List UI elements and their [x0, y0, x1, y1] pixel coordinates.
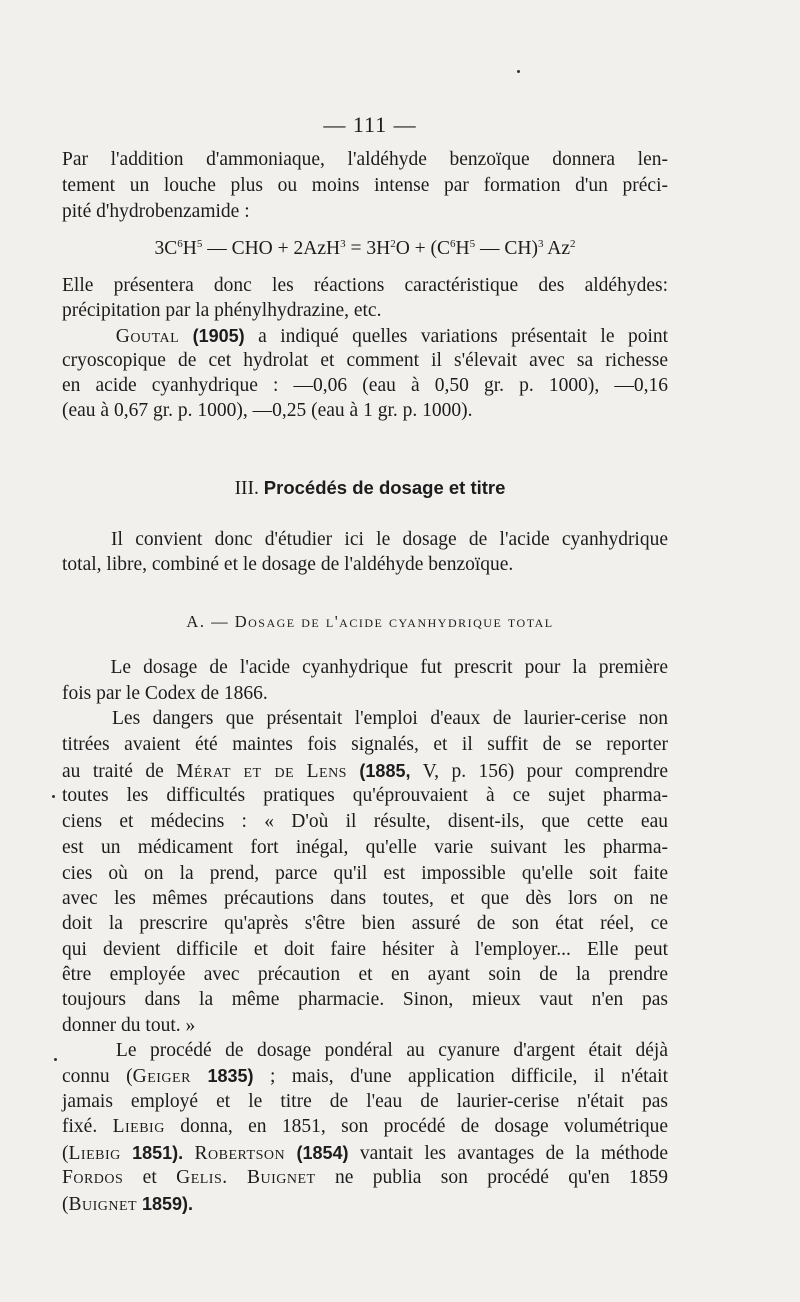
text-line: doit la prescrire qu'après s'être bien assuré de son état réel, ce: [62, 913, 668, 934]
chemical-equation: $3C^6H^5$ — CHO + $2AzH^3 = 3H^2O + (C^6H^5$ — CH)$^3$ Az$^2$: [154, 238, 576, 259]
text-line: Par l'addition d'ammoniaque, l'aldéhyde benzoïque donnera len-: [62, 149, 668, 170]
text-line: tement un louche plus ou moins intense par formation d'un préci-: [62, 175, 668, 196]
robertson-line: (Liebig 1851). Robertson (1854) vantait les avantages de la méthode: [62, 1143, 668, 1164]
text-line: jamais employé et le titre de l'eau de laurier-cerise n'était pas: [62, 1091, 668, 1112]
goutal-line: Goutal (1905) a indiqué quelles variations présentait le point: [115, 326, 669, 347]
text-line: ciens et médecins : « D'où il résulte, disent-ils, que cette eau: [62, 811, 668, 832]
fordos-line: Fordos et Gelis. Buignet ne publia son procédé qu'en 1859: [62, 1167, 669, 1188]
text-line: (eau à 0,67 gr. p. 1000), —0,25 (eau à 1 gr. p. 1000).: [62, 400, 473, 421]
section-heading: III. Procédés de dosage et titre: [234, 477, 506, 499]
liebig-line: fixé. Liebig donna, en 1851, son procédé de dosage volumétrique: [62, 1116, 669, 1137]
text-line: précipitation par la phénylhydrazine, etc.: [62, 300, 382, 321]
text-line: cies où on la prend, parce qu'il est impossible qu'elle soit faite: [62, 863, 668, 884]
text-line: est un médicament fort inégal, qu'elle varie suivant les pharma-: [62, 837, 668, 858]
text-line: Elle présentera donc les réactions caractéristique des aldéhydes:: [62, 275, 668, 296]
text-line: Les dangers que présentait l'emploi d'eaux de laurier-cerise non: [112, 708, 669, 729]
text-line: avec les mêmes précautions dans toutes, et que dès lors on ne: [62, 888, 668, 909]
author-goutal: Goutal: [115, 326, 180, 347]
text-line: titrées avaient été maintes fois signalés, et il suffit de se reporter: [62, 734, 668, 755]
text-line: cryoscopique de cet hydrolat et comment il s'élevait avec sa richesse: [62, 350, 668, 371]
text-line: Le procédé de dosage pondéral au cyanure d'argent était déjà: [115, 1040, 669, 1061]
text-line: toutes les difficultés pratiques qu'éprouvaient à ce sujet pharma-: [62, 785, 668, 806]
page-number: — 111 —: [323, 112, 417, 137]
merat-line: au traité de Mérat et de Lens (1885, V, p. 156) pour comprendre: [62, 761, 668, 782]
text-line: être employée avec précaution et en ayant soin de la prendre: [62, 964, 668, 985]
print-speck: [52, 795, 55, 798]
subsection-heading: A. — Dosage de l'acide cyanhydrique total: [186, 612, 554, 631]
text-line: Il convient donc d'étudier ici le dosage de l'acide cyanhydrique: [111, 529, 669, 550]
text-line: toujours dans la même pharmacie. Sinon, mieux vaut n'en pas: [62, 989, 668, 1010]
geiger-line: connu (Geiger 1835) ; mais, d'une application difficile, il n'était: [62, 1066, 669, 1087]
text-line: en acide cyanhydrique : —0,06 (eau à 0,50 gr. p. 1000), —0,16: [62, 375, 668, 396]
text-line: total, libre, combiné et le dosage de l'aldéhyde benzoïque.: [62, 554, 514, 575]
text-line: fois par le Codex de 1866.: [62, 683, 268, 704]
text-line: Le dosage de l'acide cyanhydrique fut prescrit pour la première: [110, 657, 668, 678]
print-speck: [54, 1058, 57, 1061]
text-line: donner du tout. »: [62, 1015, 196, 1036]
buignet-line: (Buignet 1859).: [62, 1194, 194, 1215]
print-speck: [517, 70, 520, 73]
text-line: pité d'hydrobenzamide :: [62, 201, 250, 222]
text-line: qui devient difficile et doit faire hésiter à l'employer... Elle peut: [62, 939, 668, 960]
